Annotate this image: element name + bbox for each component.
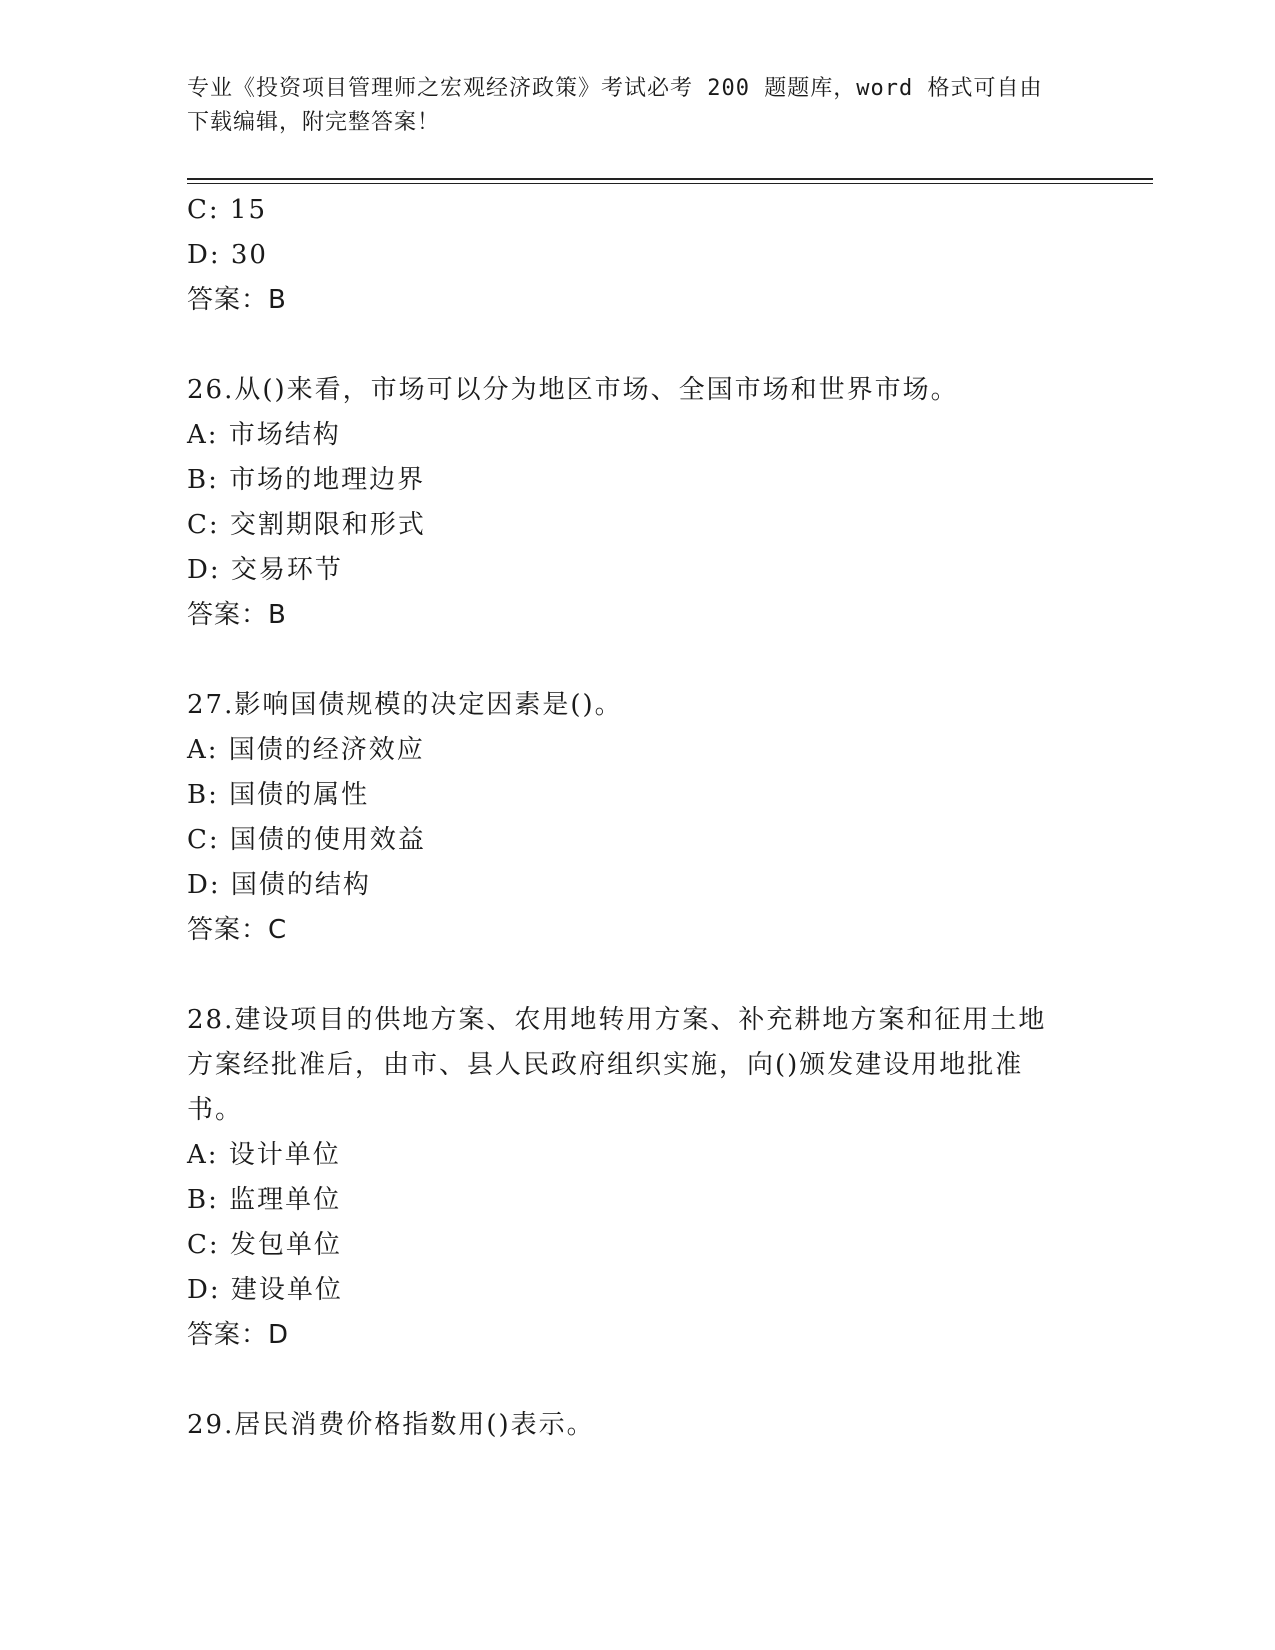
q27-option-a: A: 国债的经济效应: [187, 735, 425, 765]
q27-answer: 答案：C: [187, 915, 288, 945]
q28-option-b: B: 监理单位: [187, 1185, 342, 1215]
q26-option-a: A: 市场结构: [187, 420, 341, 450]
q28-option-d: D: 建设单位: [187, 1275, 343, 1305]
document-header: [187, 72, 1067, 140]
q28-stem-line-3: 书。: [187, 1095, 244, 1125]
prev-answer: 答案：B: [187, 285, 287, 315]
prev-option-c: C: 15: [187, 195, 268, 225]
q28-stem-line-1: 28.建设项目的供地方案、农用地转用方案、补充耕地方案和征用土地: [187, 1005, 1047, 1035]
q28-answer: 答案：D: [187, 1320, 290, 1350]
q26-answer: 答案：B: [187, 600, 287, 630]
q26-option-d: D: 交易环节: [187, 555, 343, 585]
q29-stem: 29.居民消费价格指数用()表示。: [187, 1410, 595, 1440]
q28-stem-line-2: 方案经批准后，由市、县人民政府组织实施，向()颁发建设用地批准: [187, 1050, 1024, 1080]
header-divider-thick: [187, 178, 1153, 180]
header-line-2: 下载编辑，附完整答案！: [187, 110, 441, 135]
q27-option-b: B: 国债的属性: [187, 780, 370, 810]
q28-option-c: C: 发包单位: [187, 1230, 342, 1260]
q27-option-c: C: 国债的使用效益: [187, 825, 426, 855]
header-divider-thin: [187, 183, 1153, 184]
q26-stem: 26.从()来看，市场可以分为地区市场、全国市场和世界市场。: [187, 375, 959, 405]
q27-stem: 27.影响国债规模的决定因素是()。: [187, 690, 623, 720]
prev-option-d: D: 30: [187, 240, 268, 270]
q27-option-d: D: 国债的结构: [187, 870, 371, 900]
q28-option-a: A: 设计单位: [187, 1140, 341, 1170]
q26-option-b: B: 市场的地理边界: [187, 465, 426, 495]
header-line-1: 专业《投资项目管理师之宏观经济政策》考试必考 200 题题库，word 格式可自由: [187, 76, 1043, 101]
q26-option-c: C: 交割期限和形式: [187, 510, 426, 540]
